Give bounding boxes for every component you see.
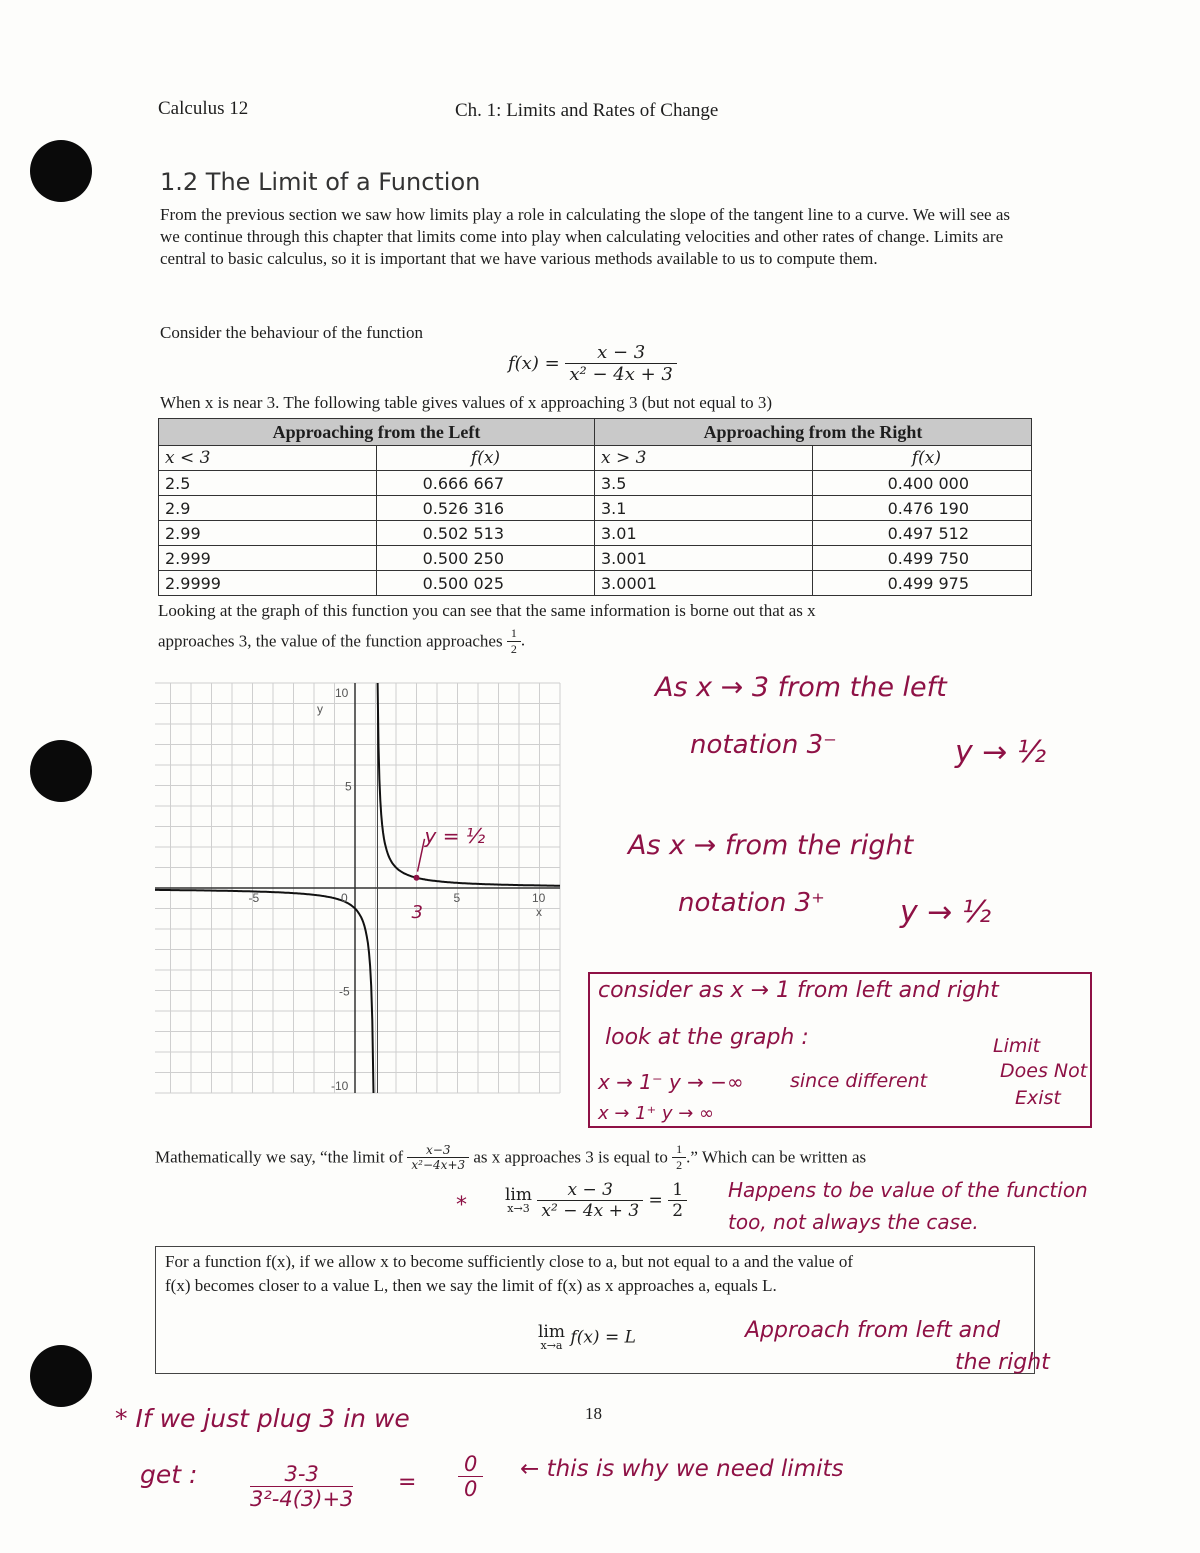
point-x3 [414, 875, 420, 881]
lim-subscript: x→3 [507, 1202, 530, 1215]
table-cell: 3.001 [595, 546, 813, 571]
tick-label-y-neg5: -5 [339, 984, 350, 999]
lim-equals: = [648, 1190, 663, 1211]
happens-note-2: too, not always the case. [728, 1210, 979, 1234]
zero-fraction [458, 1452, 483, 1501]
limit-example [505, 1180, 687, 1221]
zero-numerator: 0 [458, 1452, 483, 1477]
math-say-numerator: x−3 [407, 1143, 469, 1158]
table-cell: 0.499 750 [813, 546, 1032, 571]
lim-word: lim [505, 1185, 532, 1205]
function-numerator: x − 3 [565, 342, 676, 364]
function-lhs: f(x) = [508, 353, 560, 374]
def-lim-word: lim [538, 1322, 565, 1342]
definition-text-2: f(x) becomes closer to a value L, then we say the limit of f(x) as x approaches a, equals L. [165, 1276, 777, 1295]
page-number: 18 [585, 1404, 602, 1423]
note-right-1: As x → from the right [628, 830, 914, 861]
tick-label-x-5: 5 [453, 891, 461, 905]
plug-note-1: * If we just plug 3 in we [115, 1404, 410, 1433]
y-axis-name: y [317, 702, 323, 716]
table-row [159, 471, 1032, 496]
tick-label-y-5: 5 [345, 779, 352, 794]
tick-label-x-10: 10 [532, 891, 546, 905]
punch-hole-middle [30, 740, 92, 802]
def-lim-subscript: x→a [540, 1339, 563, 1352]
lim-result-num: 1 [668, 1180, 687, 1201]
note-left-2: notation 3⁻ [690, 730, 837, 760]
note-right-3: y → ½ [900, 895, 992, 930]
period: . [520, 630, 526, 650]
table-cell: 0.400 000 [813, 471, 1032, 496]
table-cell: 0.497 512 [813, 521, 1032, 546]
math-say-suffix: .” Which can be written as [686, 1147, 867, 1167]
when-text: When x is near 3. The following table gives values of x approaching 3 (but not equal to 3) [160, 393, 772, 412]
lim-result-den: 2 [672, 1201, 684, 1221]
col-x-left: x < 3 [159, 446, 377, 471]
table-cell: 3.0001 [595, 571, 813, 596]
function-graph [155, 678, 575, 1098]
box-line-3: x → 1⁻ y → −∞ [598, 1070, 744, 1094]
col-f-right: f(x) [813, 446, 1032, 471]
def-formula-body: f(x) = L [570, 1327, 636, 1348]
table-cell: 2.9 [159, 496, 377, 521]
table-cell: 2.5 [159, 471, 377, 496]
table-cell: 0.500 250 [377, 546, 595, 571]
half-denominator: 2 [510, 642, 517, 656]
table-row [159, 496, 1032, 521]
graph-text-line1: Looking at the graph of this function you can see that the same information is borne out that as x [158, 601, 816, 620]
tick-label-y-neg10: -10 [331, 1079, 349, 1093]
box-line-7: Does Not [1000, 1060, 1088, 1082]
math-say-half-den: 2 [676, 1158, 683, 1172]
math-say-half-num: 1 [672, 1142, 686, 1158]
table-cell: 2.9999 [159, 571, 377, 596]
happens-note-1: Happens to be value of the function [728, 1178, 1088, 1202]
table-cell: 2.99 [159, 521, 377, 546]
table-cell: 0.476 190 [813, 496, 1032, 521]
course-header: Calculus 12 [158, 98, 249, 119]
box-line-6: Limit [993, 1035, 1041, 1057]
definition-text-1: For a function f(x), if we allow x to become sufficiently close to a, but not equal to a and the value of [165, 1252, 853, 1271]
math-say-mid: as x approaches 3 is equal to [473, 1147, 668, 1167]
col-f-left: f(x) [377, 446, 595, 471]
box-line-1: consider as x → 1 from left and right [598, 978, 999, 1003]
point-label-3: 3 [411, 902, 423, 923]
lim-numerator: x − 3 [537, 1180, 643, 1201]
chapter-header: Ch. 1: Limits and Rates of Change [455, 100, 719, 121]
table-row [159, 521, 1032, 546]
lim-denominator: x² − 4x + 3 [541, 1201, 640, 1221]
definition-formula [538, 1324, 636, 1351]
why-limits-note: ← this is why we need limits [520, 1456, 844, 1482]
plug-equals: = [398, 1470, 417, 1495]
table-cell: 0.526 316 [377, 496, 595, 521]
asymptote-annotation: y = ½ [424, 823, 486, 848]
table-cell: 2.999 [159, 546, 377, 571]
intro-paragraph: From the previous section we saw how limits play a role in calculating the slope of the tangent line to a curve. We will see as we continue through this chapter that limits come into play when calculating velocities and other rates of change. Limits are central to basic calculus, so it is important that we have various methods available to us to compute them. [160, 205, 1010, 268]
box-line-8: Exist [1015, 1087, 1061, 1109]
approach-note-1: Approach from left and [745, 1318, 1001, 1343]
function-display [508, 342, 677, 385]
tick-label-origin: 0 [341, 891, 348, 905]
table-cell: 0.499 975 [813, 571, 1032, 596]
table-cell: 0.666 667 [377, 471, 595, 496]
left-approach-header: Approaching from the Left [159, 419, 595, 446]
table-cell: 3.01 [595, 521, 813, 546]
box-line-2: look at the graph : [605, 1025, 809, 1050]
annotation-arrow [418, 839, 425, 872]
punch-hole-bottom [30, 1345, 92, 1407]
right-approach-header: Approaching from the Right [595, 419, 1032, 446]
star-mark: * [456, 1193, 467, 1218]
math-say-denominator: x²−4x+3 [411, 1158, 466, 1172]
punch-hole-top [30, 140, 92, 202]
x-axis-name: x [536, 905, 542, 919]
math-say-line [155, 1142, 866, 1173]
function-denominator: x² − 4x + 3 [569, 364, 673, 385]
half-numerator: 1 [507, 626, 521, 642]
tick-label-y-10: 10 [335, 686, 349, 700]
plug-denominator: 3²-4(3)+3 [250, 1487, 354, 1511]
table-cell: 3.1 [595, 496, 813, 521]
values-table [158, 418, 1032, 596]
zero-denominator: 0 [464, 1477, 478, 1501]
note-left-1: As x → 3 from the left [655, 672, 947, 703]
box-line-4: x → 1⁺ y → ∞ [598, 1103, 715, 1124]
consider-text: Consider the behaviour of the function [160, 323, 423, 342]
note-right-2: notation 3⁺ [678, 888, 825, 918]
table-cell: 0.500 025 [377, 571, 595, 596]
note-left-3: y → ½ [955, 735, 1047, 770]
graph-text-line2-text: approaches 3, the value of the function approaches [158, 631, 503, 651]
table-cell: 3.5 [595, 471, 813, 496]
table-row [159, 546, 1032, 571]
table-row [159, 571, 1032, 596]
curve-right-branch [378, 683, 560, 886]
col-x-right: x > 3 [595, 446, 813, 471]
approach-note-2: the right [955, 1350, 1050, 1375]
plug-fraction [250, 1462, 353, 1511]
graph-text-line2 [158, 626, 525, 657]
plug-note-2: get : [140, 1460, 198, 1489]
tick-label-x-neg5: -5 [248, 891, 260, 905]
box-line-5: since different [790, 1070, 928, 1092]
table-cell: 0.502 513 [377, 521, 595, 546]
plug-numerator: 3-3 [250, 1462, 353, 1487]
math-say-prefix: Mathematically we say, “the limit of [155, 1147, 404, 1167]
section-title: 1.2 The Limit of a Function [160, 168, 481, 196]
